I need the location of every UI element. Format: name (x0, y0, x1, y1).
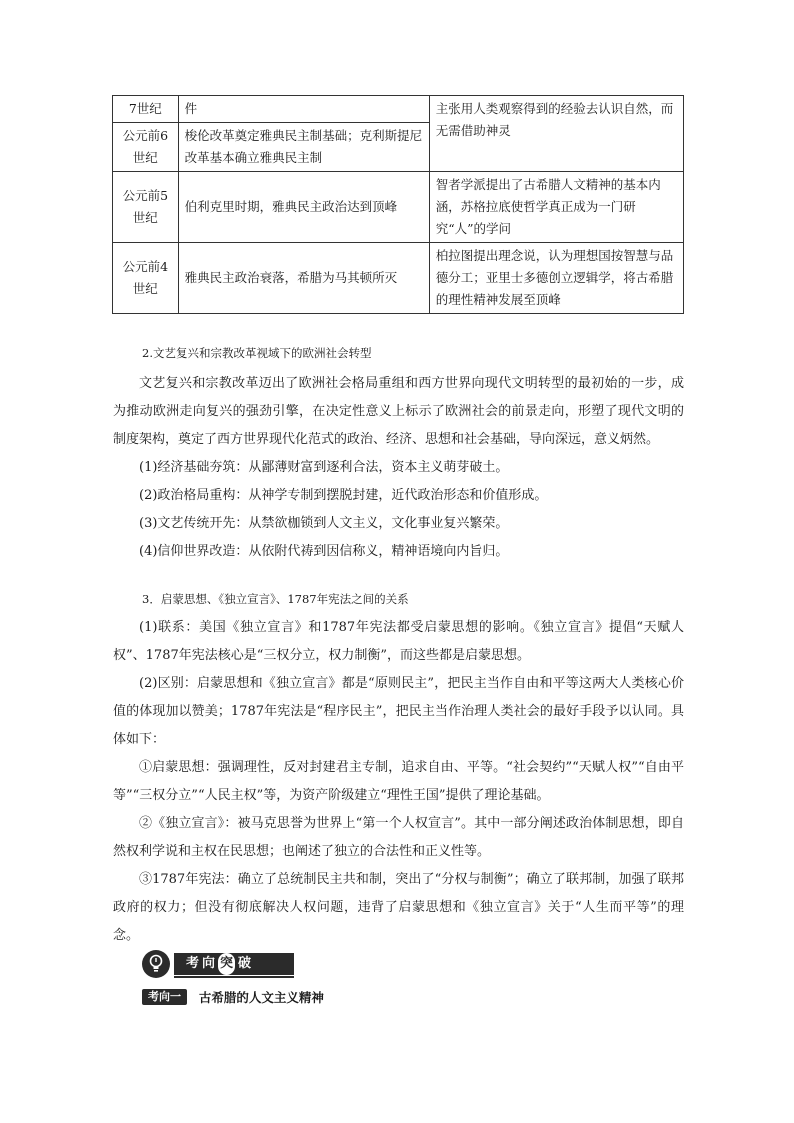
point-item: (3)文艺传统开先：从禁欲枷锁到人文主义，文化事业复兴繁荣。 (139, 516, 509, 531)
section-banner (142, 950, 294, 978)
thought-cell: 柏拉图提出理念说，认为理想国按智慧与品德分工；亚里士多德创立逻辑学，将古希腊的理性精神发展至顶峰 (429, 243, 683, 314)
topic-header (142, 988, 324, 1006)
topic-tag: 考向一 (142, 989, 187, 1005)
lightbulb-icon (142, 950, 170, 978)
detail-item: ②《独立宣言》：被马克思誉为世界上“第一个人权宣言”。其中一部分阐述政治体制思想，即自然权利学说和主权在民思想；也阐述了独立的合法性和正义性等。 (113, 816, 684, 859)
event-cell: 梭伦改革奠定雅典民主制基础；克利斯提尼改革基本确立雅典民主制 (178, 123, 429, 172)
event-cell: 伯利克里时期，雅典民主政治达到顶峰 (178, 172, 429, 243)
detail-item: ③1787年宪法：确立了总统制民主共和制，突出了“分权与制衡”；确立了联邦制，加强了联邦政府的权力；但没有彻底解决人权问题，违背了启蒙思想和《独立宣言》关于“人生而平等”的理念。 (113, 872, 684, 943)
table-row (113, 243, 684, 314)
era-cell: 7世纪 (113, 96, 179, 123)
point-item: (1)经济基础夯筑：从鄙薄财富到逐利合法，资本主义萌芽破土。 (139, 460, 509, 475)
point-item: (4)信仰世界改造：从依附代祷到因信称义，精神语境向内旨归。 (139, 544, 509, 559)
banner-underline (174, 976, 294, 978)
table-row (113, 96, 684, 123)
section-2-heading: 2.文艺复兴和宗教改革视域下的欧洲社会转型 (142, 346, 372, 360)
link-paragraph: (1)联系：美国《独立宣言》和1787年宪法都受启蒙思想的影响。《独立宣言》提倡“天赋人权”、1787年宪法核心是“三权分立，权力制衡”，而这些都是启蒙思想。 (113, 620, 684, 663)
table-row (113, 172, 684, 243)
difference-paragraph: (2)区别：启蒙思想和《独立宣言》都是“原则民主”，把民主当作自由和平等这两大人类核心价值的体现加以赞美；1787年宪法是“程序民主”，把民主当作治理人类社会的最好手段予以认同。具体如下： (113, 676, 684, 747)
detail-item: ①启蒙思想：强调理性，反对封建君主专制，追求自由、平等。“社会契约”“天赋人权”“自由平等”“三权分立”“人民主权”等，为资产阶级建立“理性王国”提供了理论基础。 (113, 760, 684, 803)
thought-cell: 智者学派提出了古希腊人文精神的基本内涵，苏格拉底使哲学真正成为一门研究“人”的学问 (429, 172, 683, 243)
section-2-body (113, 370, 684, 566)
thought-cell: 主张用人类观察得到的经验去认识自然，而无需借助神灵 (429, 96, 683, 172)
event-cell: 雅典民主政治衰落，希腊为马其顿所灭 (178, 243, 429, 314)
section-3-body (113, 614, 684, 950)
event-cell: 件 (178, 96, 429, 123)
era-cell: 公元前4世纪 (113, 243, 179, 314)
era-cell: 公元前5世纪 (113, 172, 179, 243)
history-table (112, 95, 684, 314)
point-item: (2)政治格局重构：从神学专制到摆脱封建，近代政治形态和价值形成。 (139, 488, 548, 503)
banner-title (174, 953, 294, 975)
era-cell: 公元前6世纪 (113, 123, 179, 172)
section-2-intro: 文艺复兴和宗教改革迈出了欧洲社会格局重组和西方世界向现代文明转型的最初始的一步，成为推动欧洲走向复兴的强劲引擎，在决定性意义上标示了欧洲社会的前景走向，形塑了现代文明的制度架构，奠定了西方世界现代化范式的政治、经济、思想和社会基础，导向深远，意义炳然。 (113, 376, 684, 447)
topic-title: 古希腊的人文主义精神 (198, 990, 324, 1005)
banner-text-post: 破 (238, 956, 255, 971)
section-3-heading: 3．启蒙思想、《独立宣言》、1787年宪法之间的关系 (142, 592, 409, 606)
banner-text-pre: 考向 (186, 956, 219, 971)
banner-highlight: 突 (218, 953, 235, 975)
